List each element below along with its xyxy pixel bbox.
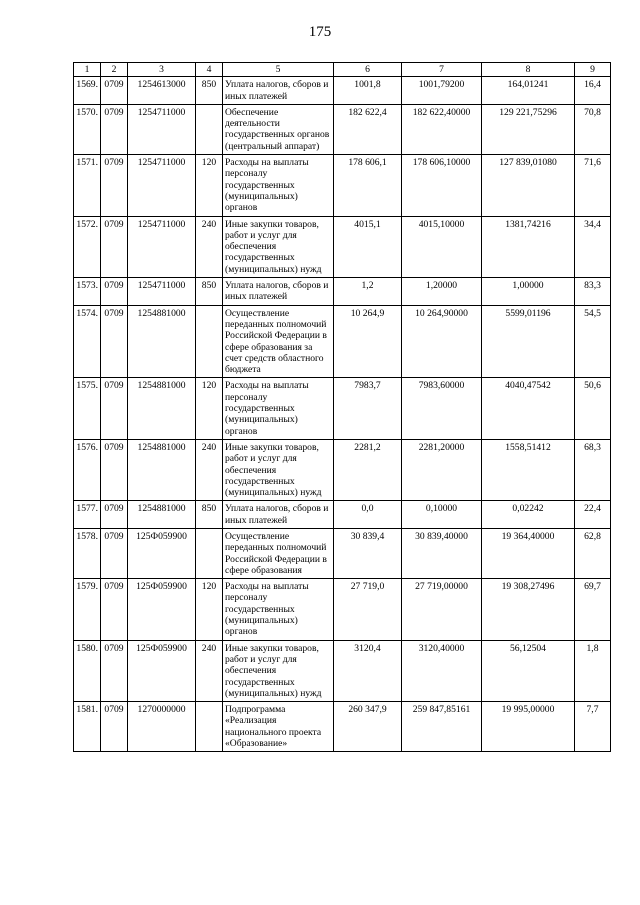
item-name: Иные закупки товаров, работ и услуг для обеспечения государственных (муниципальных) нужд [223, 439, 334, 500]
expense-type-code: 850 [196, 501, 223, 529]
value-col6: 178 606,1 [334, 155, 402, 216]
value-col8: 4040,47542 [482, 378, 575, 439]
percent-col9: 69,7 [575, 579, 611, 640]
expense-type-code: 120 [196, 155, 223, 216]
table-row [74, 216, 611, 277]
item-name: Обеспечение деятельности государственных органов (центральный аппарат) [223, 104, 334, 154]
item-name: Расходы на выплаты персоналу государственных (муниципальных) органов [223, 155, 334, 216]
target-article-code: 1254613000 [128, 77, 196, 105]
item-name: Осуществление переданных полномочий Российской Федерации в сфере образования за счет средств областного бюджета [223, 305, 334, 378]
value-col8: 1381,74216 [482, 216, 575, 277]
percent-col9: 71,6 [575, 155, 611, 216]
value-col8: 19 995,00000 [482, 702, 575, 752]
row-number: 1578. [74, 528, 101, 578]
table-row [74, 501, 611, 529]
expense-type-code: 120 [196, 378, 223, 439]
table-row [74, 155, 611, 216]
expense-type-code: 850 [196, 278, 223, 306]
expense-type-code [196, 305, 223, 378]
header-row [74, 63, 611, 77]
percent-col9: 70,8 [575, 104, 611, 154]
section-code: 0709 [101, 155, 128, 216]
value-col8: 56,12504 [482, 640, 575, 701]
value-col6: 2281,2 [334, 439, 402, 500]
target-article-code: 1254711000 [128, 216, 196, 277]
expense-type-code [196, 702, 223, 752]
row-number: 1579. [74, 579, 101, 640]
expense-type-code: 850 [196, 77, 223, 105]
expense-type-code: 240 [196, 216, 223, 277]
value-col8: 164,01241 [482, 77, 575, 105]
table-row [74, 579, 611, 640]
value-col7: 2281,20000 [402, 439, 482, 500]
row-number: 1581. [74, 702, 101, 752]
row-number: 1572. [74, 216, 101, 277]
column-header: 6 [334, 63, 402, 77]
row-number: 1573. [74, 278, 101, 306]
value-col8: 129 221,75296 [482, 104, 575, 154]
item-name: Подпрограмма «Реализация национального проекта «Образование» [223, 702, 334, 752]
section-code: 0709 [101, 640, 128, 701]
row-number: 1574. [74, 305, 101, 378]
expense-type-code: 240 [196, 439, 223, 500]
percent-col9: 7,7 [575, 702, 611, 752]
percent-col9: 34,4 [575, 216, 611, 277]
item-name: Осуществление переданных полномочий Российской Федерации в сфере образования [223, 528, 334, 578]
row-number: 1575. [74, 378, 101, 439]
table-row [74, 640, 611, 701]
expense-type-code [196, 528, 223, 578]
value-col6: 3120,4 [334, 640, 402, 701]
value-col8: 127 839,01080 [482, 155, 575, 216]
target-article-code: 1270000000 [128, 702, 196, 752]
item-name: Иные закупки товаров, работ и услуг для обеспечения государственных (муниципальных) нужд [223, 216, 334, 277]
value-col8: 19 364,40000 [482, 528, 575, 578]
value-col8: 19 308,27496 [482, 579, 575, 640]
percent-col9: 1,8 [575, 640, 611, 701]
value-col8: 1558,51412 [482, 439, 575, 500]
item-name: Расходы на выплаты персоналу государственных (муниципальных) органов [223, 579, 334, 640]
target-article-code: 1254881000 [128, 378, 196, 439]
section-code: 0709 [101, 378, 128, 439]
percent-col9: 68,3 [575, 439, 611, 500]
expense-type-code: 120 [196, 579, 223, 640]
table-row [74, 439, 611, 500]
column-header: 9 [575, 63, 611, 77]
value-col8: 0,02242 [482, 501, 575, 529]
percent-col9: 83,3 [575, 278, 611, 306]
target-article-code: 125Ф059900 [128, 579, 196, 640]
table-row [74, 278, 611, 306]
table-row [74, 305, 611, 378]
table-row [74, 528, 611, 578]
value-col7: 30 839,40000 [402, 528, 482, 578]
page-number: 175 [308, 24, 332, 40]
table-row [74, 104, 611, 154]
column-header: 7 [402, 63, 482, 77]
value-col6: 182 622,4 [334, 104, 402, 154]
section-code: 0709 [101, 501, 128, 529]
table-row [74, 378, 611, 439]
row-number: 1570. [74, 104, 101, 154]
column-header: 5 [223, 63, 334, 77]
column-header: 8 [482, 63, 575, 77]
value-col6: 4015,1 [334, 216, 402, 277]
section-code: 0709 [101, 528, 128, 578]
budget-table [73, 62, 611, 752]
item-name: Уплата налогов, сборов и иных платежей [223, 278, 334, 306]
target-article-code: 1254881000 [128, 501, 196, 529]
item-name: Иные закупки товаров, работ и услуг для обеспечения государственных (муниципальных) нужд [223, 640, 334, 701]
target-article-code: 125Ф059900 [128, 640, 196, 701]
value-col7: 27 719,00000 [402, 579, 482, 640]
section-code: 0709 [101, 278, 128, 306]
section-code: 0709 [101, 702, 128, 752]
value-col6: 1001,8 [334, 77, 402, 105]
section-code: 0709 [101, 216, 128, 277]
value-col8: 1,00000 [482, 278, 575, 306]
percent-col9: 16,4 [575, 77, 611, 105]
table-row [74, 702, 611, 752]
percent-col9: 54,5 [575, 305, 611, 378]
value-col6: 30 839,4 [334, 528, 402, 578]
target-article-code: 1254881000 [128, 305, 196, 378]
percent-col9: 50,6 [575, 378, 611, 439]
row-number: 1576. [74, 439, 101, 500]
value-col6: 1,2 [334, 278, 402, 306]
value-col7: 7983,60000 [402, 378, 482, 439]
value-col7: 1001,79200 [402, 77, 482, 105]
section-code: 0709 [101, 104, 128, 154]
section-code: 0709 [101, 77, 128, 105]
value-col7: 0,10000 [402, 501, 482, 529]
target-article-code: 1254711000 [128, 155, 196, 216]
value-col6: 27 719,0 [334, 579, 402, 640]
expense-type-code: 240 [196, 640, 223, 701]
row-number: 1569. [74, 77, 101, 105]
expense-type-code [196, 104, 223, 154]
row-number: 1571. [74, 155, 101, 216]
target-article-code: 125Ф059900 [128, 528, 196, 578]
value-col7: 4015,10000 [402, 216, 482, 277]
section-code: 0709 [101, 439, 128, 500]
column-header: 2 [101, 63, 128, 77]
value-col8: 5599,01196 [482, 305, 575, 378]
row-number: 1580. [74, 640, 101, 701]
value-col6: 0,0 [334, 501, 402, 529]
target-article-code: 1254881000 [128, 439, 196, 500]
value-col6: 260 347,9 [334, 702, 402, 752]
value-col7: 178 606,10000 [402, 155, 482, 216]
section-code: 0709 [101, 305, 128, 378]
table-body [74, 77, 611, 752]
value-col7: 10 264,90000 [402, 305, 482, 378]
item-name: Уплата налогов, сборов и иных платежей [223, 501, 334, 529]
target-article-code: 1254711000 [128, 278, 196, 306]
value-col7: 1,20000 [402, 278, 482, 306]
item-name: Уплата налогов, сборов и иных платежей [223, 77, 334, 105]
column-header: 3 [128, 63, 196, 77]
value-col7: 3120,40000 [402, 640, 482, 701]
column-header: 4 [196, 63, 223, 77]
row-number: 1577. [74, 501, 101, 529]
item-name: Расходы на выплаты персоналу государственных (муниципальных) органов [223, 378, 334, 439]
value-col7: 259 847,85161 [402, 702, 482, 752]
percent-col9: 22,4 [575, 501, 611, 529]
percent-col9: 62,8 [575, 528, 611, 578]
value-col6: 7983,7 [334, 378, 402, 439]
target-article-code: 1254711000 [128, 104, 196, 154]
table-row [74, 77, 611, 105]
column-header: 1 [74, 63, 101, 77]
value-col7: 182 622,40000 [402, 104, 482, 154]
section-code: 0709 [101, 579, 128, 640]
value-col6: 10 264,9 [334, 305, 402, 378]
